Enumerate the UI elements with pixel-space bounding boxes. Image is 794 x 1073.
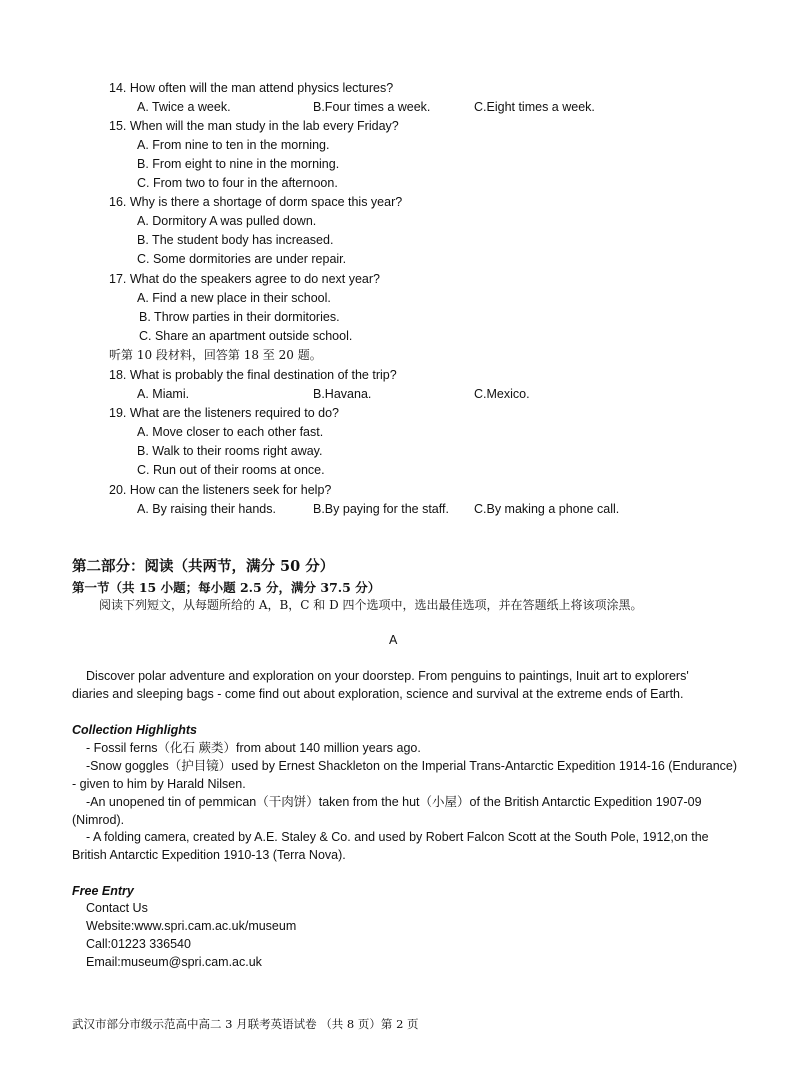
highlight-snow-goggles: -Snow goggles（护目镜）used by Ernest Shackleton on the Imperial Trans-Antarctic Expedition 1914-16 (Endurance) [86, 759, 738, 773]
highlight-folding-camera: - A folding camera, created by A.E. Staley & Co. and used by Robert Falcon Scott at the South Pole, 1912,on the [86, 830, 709, 844]
highlight-pemmican-cont: (Nimrod). [72, 813, 125, 827]
section-one-title: 第一节（共 15 小题；每小题 2.5 分，满分 37.5 分） [72, 580, 381, 595]
question-20-option-b: B.By paying for the staff. [313, 502, 449, 516]
material-10-instruction: 听第 10 段材料，回答第 18 至 20 题。 [109, 348, 322, 362]
question-14-stem: 14. How often will the man attend physics lectures? [109, 81, 394, 95]
question-20-option-a: A. By raising their hands. [137, 502, 276, 516]
question-17-option-a: A. Find a new place in their school. [137, 291, 331, 305]
question-20-option-c: C.By making a phone call. [474, 502, 620, 516]
passage-label: A [389, 633, 398, 647]
passage-intro-line-1: Discover polar adventure and exploration on your doorstep. From penguins to paintings, Inuit art to explorers' [86, 669, 689, 683]
question-18-option-b: B.Havana. [313, 387, 372, 401]
question-17-stem: 17. What do the speakers agree to do next year? [109, 272, 381, 286]
question-19-option-c: C. Run out of their rooms at once. [137, 463, 325, 477]
question-16-option-c: C. Some dormitories are under repair. [137, 252, 347, 266]
question-17-option-b: B. Throw parties in their dormitories. [139, 310, 340, 324]
page-footer: 武汉市部分市级示范高中高二 3 月联考英语试卷 （共 8 页）第 2 页 [72, 1017, 419, 1031]
contact-phone: Call:01223 336540 [86, 937, 191, 951]
question-14-option-b: B.Four times a week. [313, 100, 431, 114]
question-17-option-c: C. Share an apartment outside school. [139, 329, 353, 343]
collection-highlights-title: Collection Highlights [72, 723, 197, 737]
question-18-option-c: C.Mexico. [474, 387, 530, 401]
question-19-option-b: B. Walk to their rooms right away. [137, 444, 323, 458]
question-16-option-b: B. The student body has increased. [137, 233, 334, 247]
highlight-fossil-ferns: - Fossil ferns（化石 蕨类）from about 140 million years ago. [86, 741, 421, 755]
question-19-stem: 19. What are the listeners required to do? [109, 406, 339, 420]
question-15-stem: 15. When will the man study in the lab every Friday? [109, 119, 399, 133]
question-15-option-a: A. From nine to ten in the morning. [137, 138, 330, 152]
contact-email: Email:museum@spri.cam.ac.uk [86, 955, 262, 969]
highlight-pemmican: -An unopened tin of pemmican（干肉饼）taken from the hut（小屋）of the British Antarctic Expedition 1907-09 [86, 795, 702, 809]
free-entry-title: Free Entry [72, 884, 134, 898]
question-15-option-c: C. From two to four in the afternoon. [137, 176, 338, 190]
question-14-option-a: A. Twice a week. [137, 100, 231, 114]
question-18-option-a: A. Miami. [137, 387, 190, 401]
question-16-stem: 16. Why is there a shortage of dorm space this year? [109, 195, 403, 209]
question-16-option-a: A. Dormitory A was pulled down. [137, 214, 317, 228]
question-14-option-c: C.Eight times a week. [474, 100, 595, 114]
contact-website: Website:www.spri.cam.ac.uk/museum [86, 919, 297, 933]
passage-intro-line-2: diaries and sleeping bags - come find out about exploration, science and survival at the extreme ends of Earth. [72, 687, 684, 701]
question-19-option-a: A. Move closer to each other fast. [137, 425, 324, 439]
question-20-stem: 20. How can the listeners seek for help? [109, 483, 332, 497]
question-15-option-b: B. From eight to nine in the morning. [137, 157, 340, 171]
part-two-title: 第二部分：阅读（共两节，满分 50 分） [72, 558, 335, 575]
reading-instruction: 阅读下列短文，从每题所给的 A，B，C 和 D 四个选项中，选出最佳选项，并在答题纸上将该项涂黑。 [99, 598, 643, 612]
contact-us-label: Contact Us [86, 901, 148, 915]
question-18-stem: 18. What is probably the final destination of the trip? [109, 368, 397, 382]
highlight-folding-camera-cont: British Antarctic Expedition 1910-13 (Terra Nova). [72, 848, 346, 862]
highlight-snow-goggles-cont: - given to him by Harald Nilsen. [72, 777, 246, 791]
